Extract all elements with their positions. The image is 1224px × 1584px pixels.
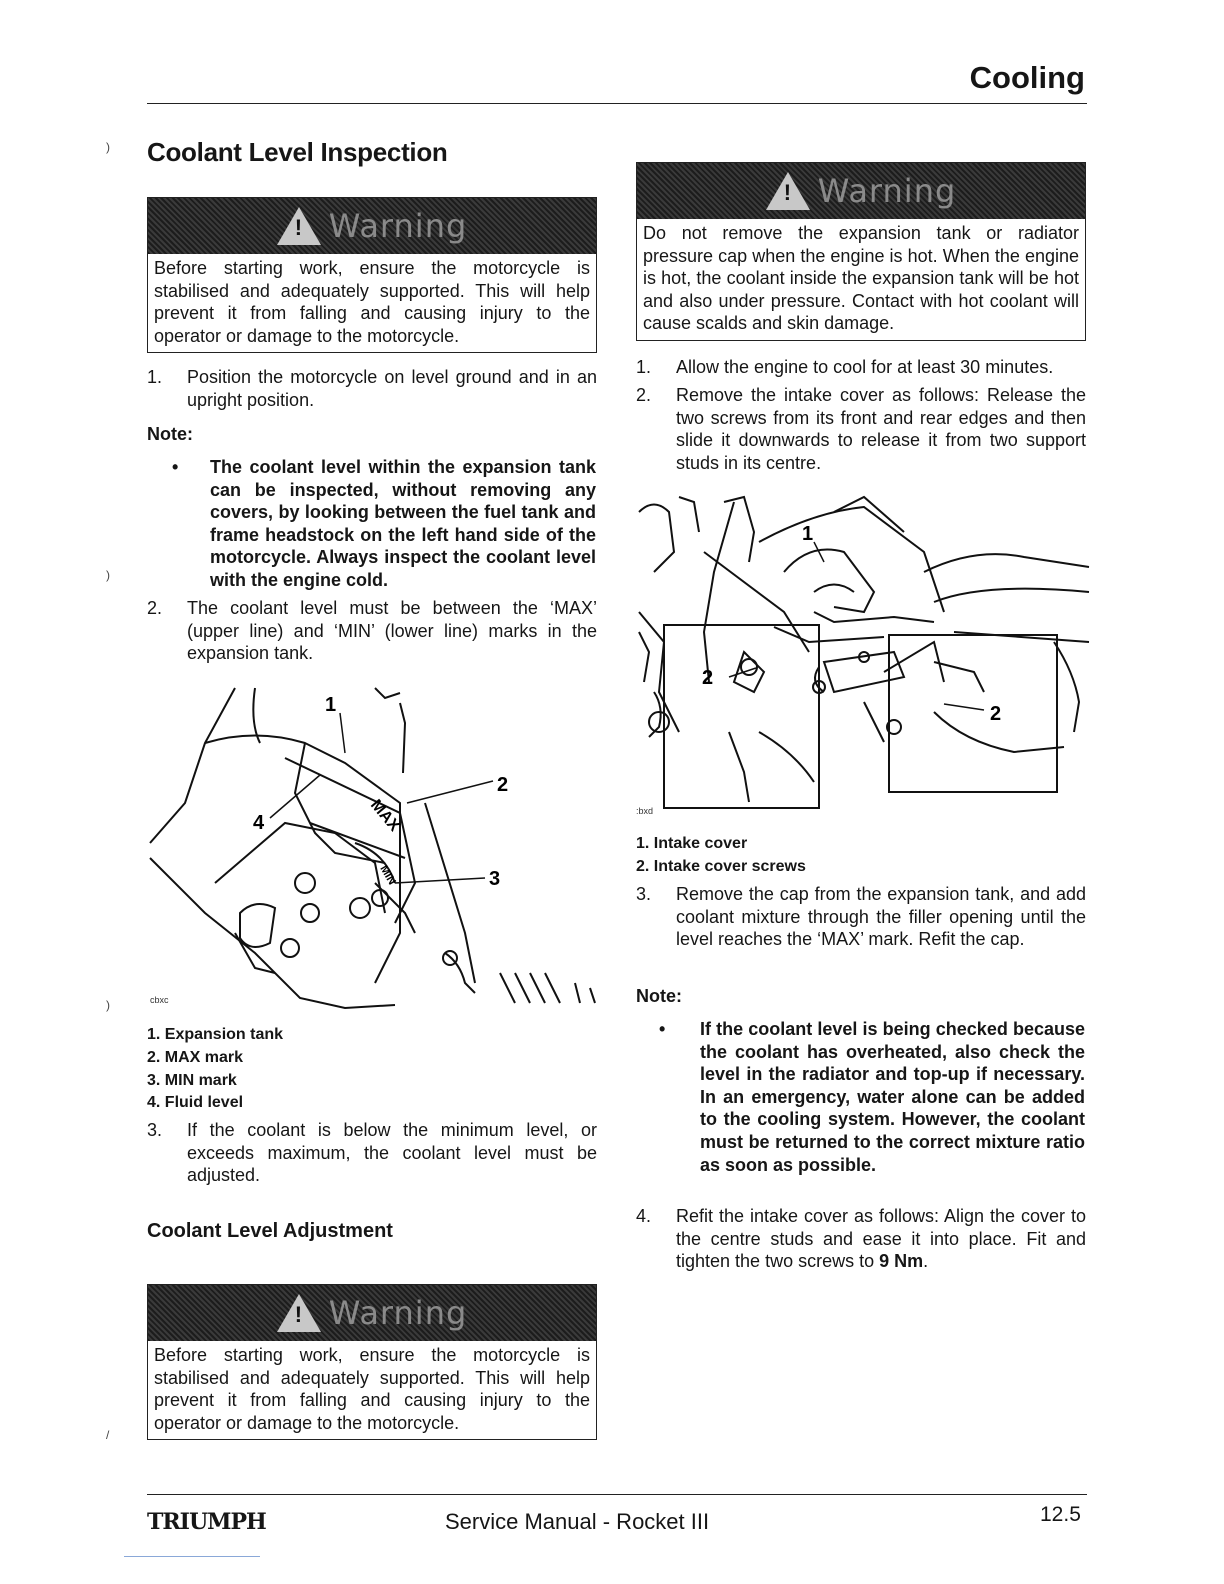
caption-item: 1. Expansion tank: [147, 1026, 284, 1043]
callout-line: [814, 542, 824, 562]
callout-line: [729, 668, 756, 677]
note-bullet: [172, 456, 596, 592]
header-rule: [147, 103, 1087, 104]
warning-title: Warning: [328, 207, 468, 245]
step-text: Allow the engine to cool for at least 30 minutes.: [676, 357, 1054, 377]
step-number: 2.: [147, 598, 163, 618]
caption-item: 2. MAX mark: [147, 1048, 244, 1066]
callout-line: [407, 781, 493, 803]
callout-2: 2: [497, 774, 509, 796]
warning-triangle-icon: !: [277, 1294, 321, 1332]
page-title: Cooling: [969, 60, 1085, 95]
callout-1: 1: [802, 523, 814, 545]
step-text: If the coolant is below the minimum level, or exceeds maximum, the coolant level must be adjusted.: [187, 1120, 597, 1186]
note-text: If the coolant level is being checked because the coolant has overheated, also check the level in the radiator and top-up if necessary. In an emergency, water alone can be added to the cooling system. However, the coolant must be returned to the correct mixture ratio as soon as possible.: [700, 1019, 1085, 1175]
callout-line: [270, 775, 320, 818]
detail-box: [889, 635, 1057, 792]
warning-text: Before starting work, ensure the motorcycle is stabilised and adequately supported. This will help prevent it from falling and causing injury to the operator or damage to the motorcycle.: [154, 1345, 590, 1433]
warning-text: Do not remove the expansion tank or radiator pressure cap when the engine is hot. When the engine is hot, the coolant inside the expansion tank will be hot and also under pressure. Contact with hot coolant will cause scalds and skin damage.: [643, 223, 1079, 334]
figure-code: :bxd: [636, 806, 654, 816]
callout-3: 3: [489, 868, 501, 890]
note-label: Note:: [636, 986, 682, 1006]
step-number: 1.: [147, 367, 163, 387]
bullet-icon: •: [172, 457, 179, 477]
step-text: [676, 1205, 1086, 1273]
callout-2: 2: [990, 703, 1002, 725]
warning-box: [147, 197, 597, 353]
caption-item: 4. Fluid level: [147, 1094, 244, 1112]
note-bullet: [659, 1018, 1085, 1176]
step-text-part: .: [923, 1251, 929, 1272]
max-mark-label: MAX: [366, 796, 403, 835]
figure-code: cbxc: [150, 995, 169, 1005]
callout-1: 1: [325, 694, 337, 716]
page-number: 12.5: [1040, 1503, 1081, 1526]
figure-caption-list: [147, 1024, 283, 1115]
step-text: Remove the cap from the expansion tank, and add coolant mixture through the filler opening until the level reaches the ‘MAX’ mark. Refit the cap.: [676, 884, 1086, 950]
callout-line: [395, 878, 485, 883]
min-mark-label: MIN: [377, 863, 398, 887]
bullet-icon: •: [659, 1019, 666, 1039]
warning-box: [636, 162, 1086, 341]
step-text: The coolant level must be between the ‘MAX’ (upper line) and ‘MIN’ (lower line) marks in the expansion tank.: [187, 598, 597, 664]
callout-line: [944, 704, 984, 710]
callout-line: [340, 713, 345, 753]
warning-box: [147, 1284, 597, 1440]
warning-title: Warning: [817, 172, 957, 210]
subsection-heading: Coolant Level Adjustment: [147, 1220, 393, 1242]
margin-mark: ): [106, 568, 110, 582]
note-text: The coolant level within the expansion tank can be inspected, without removing any covers, by looking between the fuel tank and frame headstock on the left hand side of the motorcycle. Always inspect the coolant level with the engine cold.: [210, 457, 596, 590]
margin-mark: /: [106, 1428, 110, 1442]
detail-box: [664, 625, 819, 808]
figure-caption-list: [636, 833, 806, 879]
warning-triangle-icon: !: [766, 172, 810, 210]
callout-4: 4: [253, 812, 265, 834]
caption-item: 1. Intake cover: [636, 835, 748, 852]
footer-title: Service Manual - Rocket III: [445, 1509, 710, 1534]
scan-artifact-line: [124, 1556, 260, 1557]
triumph-logo: TRIUMPH: [147, 1509, 266, 1535]
warning-header: [148, 1285, 596, 1341]
warning-title: Warning: [328, 1294, 468, 1332]
step-text: Remove the intake cover as follows: Release the two screws from its front and rear edges and then slide it downwards to release it from two support studs in its centre.: [676, 385, 1086, 473]
torque-value: 9 Nm: [879, 1251, 924, 1272]
step-number: 4.: [636, 1206, 652, 1226]
note-label: Note:: [147, 424, 193, 444]
warning-triangle-icon: !: [277, 207, 321, 245]
warning-text: Before starting work, ensure the motorcycle is stabilised and adequately supported. This will help prevent it from falling and causing injury to the operator or damage to the motorcycle.: [154, 258, 590, 346]
footer-rule: [147, 1494, 1087, 1495]
expansion-tank-figure: [145, 683, 605, 1013]
step-text-part: Refit the intake cover as follows: Align the cover to the centre studs and ease it into place. Fit and tighten the two screws to: [676, 1206, 1086, 1272]
step-number: 3.: [636, 884, 652, 904]
intake-cover-figure: [634, 492, 1094, 822]
caption-item: 2. Intake cover screws: [636, 857, 806, 875]
section-heading: Coolant Level Inspection: [147, 137, 448, 167]
step-number: 2.: [636, 385, 652, 405]
step-number: 3.: [147, 1120, 163, 1140]
warning-header: [148, 198, 596, 254]
step-number: 1.: [636, 357, 652, 377]
step-text: Position the motorcycle on level ground and in an upright position.: [187, 367, 597, 410]
margin-mark: ): [106, 998, 110, 1012]
margin-mark: ): [106, 140, 110, 154]
callout-2: 2: [702, 667, 714, 689]
caption-item: 3. MIN mark: [147, 1071, 237, 1089]
warning-header: [637, 163, 1085, 219]
